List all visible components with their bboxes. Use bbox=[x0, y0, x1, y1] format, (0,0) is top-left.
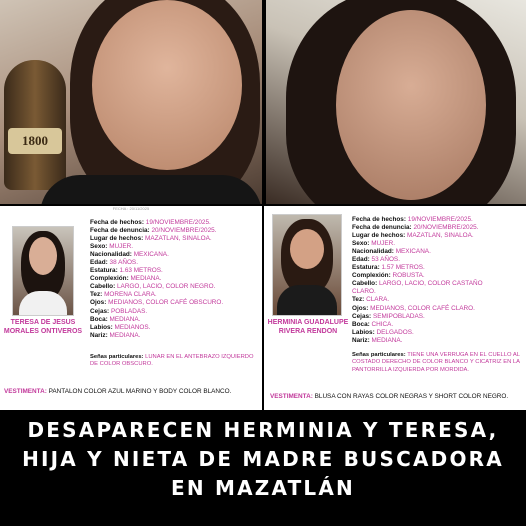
detail-value: LARGO, LACIO, COLOR NEGRO. bbox=[117, 283, 216, 291]
bottle-image bbox=[4, 60, 66, 190]
detail-value: MUJER. bbox=[109, 243, 133, 251]
person-name: HERMINIA GUADALUPE RIVERA RENDON bbox=[267, 319, 349, 335]
detail-row bbox=[352, 224, 483, 232]
detail-value: POBLADAS. bbox=[110, 307, 148, 315]
person-name: TERESA DE JESUS MORALES ONTIVEROS bbox=[3, 319, 83, 335]
detail-value: SEMIPOBLADAS. bbox=[372, 312, 425, 320]
missing-card-herminia bbox=[264, 206, 526, 410]
detail-label: Boca: bbox=[90, 315, 108, 323]
marks-label: Señas particulares: bbox=[90, 354, 144, 360]
card-top-caption: FECHA : 20/11/2025 bbox=[112, 206, 150, 211]
headline-line-1: DESAPARECEN HERMINIA Y TERESA, bbox=[27, 418, 499, 442]
detail-label: Labios: bbox=[90, 323, 113, 331]
detail-label: Boca: bbox=[352, 320, 370, 328]
detail-label: Tez: bbox=[90, 291, 103, 299]
detail-row bbox=[352, 305, 483, 313]
bottle-label: 1800 bbox=[8, 128, 62, 154]
missing-card-teresa bbox=[0, 206, 262, 410]
detail-row bbox=[90, 275, 223, 283]
detail-label: Nariz: bbox=[90, 331, 108, 339]
photo-teresa bbox=[266, 0, 526, 204]
detail-value: MEDIANOS, COLOR CAFÉ CLARO. bbox=[370, 304, 475, 312]
mini-photo-herminia bbox=[272, 214, 342, 316]
clothing-label: VESTIMENTA: bbox=[270, 393, 313, 400]
detail-value: MORENA CLARA. bbox=[104, 291, 157, 299]
detail-value: 53 AÑOS. bbox=[371, 256, 400, 264]
detail-value: MAZATLAN, SINALOA. bbox=[407, 232, 474, 240]
detail-row bbox=[352, 296, 483, 304]
detail-label: Estatura: bbox=[352, 264, 380, 272]
detail-value: MEDIANOS, COLOR CAFÉ OBSCURO. bbox=[108, 299, 224, 307]
detail-row bbox=[90, 308, 223, 316]
detail-row bbox=[352, 313, 483, 321]
headline bbox=[0, 416, 526, 526]
headline-line-2: HIJA Y NIETA DE MADRE BUSCADORA bbox=[22, 447, 504, 471]
detail-label: Cejas: bbox=[90, 307, 110, 315]
detail-label: Cabello: bbox=[352, 280, 378, 288]
detail-row bbox=[90, 283, 223, 291]
face-shape bbox=[336, 10, 486, 200]
detail-value: 1.57 METROS. bbox=[381, 264, 425, 272]
headline-line-3: EN MAZATLÁN bbox=[171, 476, 355, 500]
detail-value: MEDIANA. bbox=[130, 275, 162, 283]
photo-herminia bbox=[0, 0, 262, 204]
particular-marks bbox=[352, 352, 520, 374]
detail-label: Ojos: bbox=[90, 299, 107, 307]
detail-value: 38 AÑOS. bbox=[109, 259, 138, 267]
detail-value: CLARO. bbox=[352, 288, 376, 296]
detail-row bbox=[90, 235, 223, 243]
detail-value: 20/NOVIEMBRE/2025. bbox=[151, 227, 217, 235]
detail-row bbox=[90, 227, 223, 235]
detail-label: Lugar de hechos: bbox=[90, 235, 144, 243]
detail-row bbox=[90, 267, 223, 275]
detail-value: LARGO, LACIO, COLOR CASTAÑO bbox=[379, 280, 483, 288]
detail-value: MEDIANOS. bbox=[114, 323, 151, 331]
detail-label: Tez: bbox=[352, 296, 365, 304]
detail-value: 1.63 METROS. bbox=[119, 267, 163, 275]
detail-row bbox=[352, 256, 483, 264]
detail-label: Estatura: bbox=[90, 267, 118, 275]
detail-label: Nacionalidad: bbox=[352, 248, 394, 256]
detail-label: Nacionalidad: bbox=[90, 251, 132, 259]
detail-row bbox=[352, 280, 483, 288]
detail-label: Cabello: bbox=[90, 283, 116, 291]
detail-label: Edad: bbox=[90, 259, 108, 267]
detail-label: Complexión: bbox=[90, 275, 129, 283]
detail-row bbox=[352, 329, 483, 337]
detail-label: Cejas: bbox=[352, 312, 372, 320]
detail-label: Fecha de hechos: bbox=[90, 219, 144, 226]
detail-row bbox=[352, 240, 483, 248]
detail-value: DELGADOS. bbox=[376, 328, 414, 336]
detail-row bbox=[90, 259, 223, 267]
detail-label: Nariz: bbox=[352, 336, 370, 344]
detail-row bbox=[352, 216, 483, 224]
person-details bbox=[352, 216, 483, 345]
detail-label: Sexo: bbox=[90, 243, 108, 251]
detail-value: 19/NOVIEMBRE/2025. bbox=[145, 219, 211, 226]
detail-label: Lugar de hechos: bbox=[352, 232, 406, 240]
detail-row bbox=[90, 324, 223, 332]
detail-value: 20/NOVIEMBRE/2025. bbox=[413, 224, 479, 232]
person-details bbox=[90, 219, 223, 340]
detail-value: MEDIANA. bbox=[109, 331, 141, 339]
clothing-value: PANTALON COLOR AZUL MARINO Y BODY COLOR BLANCO. bbox=[48, 388, 232, 395]
detail-value: MEXICANA. bbox=[133, 251, 169, 259]
detail-row bbox=[90, 316, 223, 324]
detail-label: Sexo: bbox=[352, 240, 370, 248]
detail-label: Ojos: bbox=[352, 304, 369, 312]
marks-value: LUNAR EN EL ANTEBRAZO IZQUIERDO DE COLOR OBSCURO. bbox=[90, 354, 254, 368]
detail-value: CHICA. bbox=[371, 320, 394, 328]
detail-label: Fecha de denuncia: bbox=[352, 224, 412, 232]
clothing-shape bbox=[40, 175, 262, 204]
detail-value: MEXICANA. bbox=[395, 248, 431, 256]
detail-label: Fecha de denuncia: bbox=[90, 227, 150, 235]
marks-value: TIENE UNA VERRUGA EN EL CUELLO AL COSTADO DERECHO DE COLOR BLANCO Y CICATRIZ EN LA PANTORRILLA IZQUIERDA POR MORDIDA. bbox=[352, 352, 520, 373]
detail-label: Labios: bbox=[352, 328, 375, 336]
detail-value: MAZATLAN, SINALOA. bbox=[145, 235, 212, 243]
marks-label: Señas particulares: bbox=[352, 352, 406, 358]
detail-row bbox=[90, 332, 223, 340]
detail-value: CLARA. bbox=[366, 296, 390, 304]
detail-value: ROBUSTA. bbox=[392, 272, 425, 280]
face-shape bbox=[92, 0, 242, 170]
detail-label: Complexión: bbox=[352, 272, 391, 280]
detail-row bbox=[90, 299, 223, 307]
detail-value: MUJER. bbox=[371, 240, 395, 248]
detail-label: Edad: bbox=[352, 256, 370, 264]
detail-label: Fecha de hechos: bbox=[352, 216, 406, 223]
clothing bbox=[4, 388, 231, 395]
detail-row bbox=[90, 219, 223, 227]
detail-value: MEDIANA. bbox=[109, 315, 141, 323]
particular-marks bbox=[90, 354, 256, 369]
detail-row bbox=[90, 243, 223, 251]
detail-value: MEDIANA. bbox=[371, 336, 403, 344]
detail-value: 19/NOVIEMBRE/2025. bbox=[407, 216, 473, 223]
mini-photo-teresa bbox=[12, 226, 74, 316]
detail-row bbox=[352, 264, 483, 272]
clothing-label: VESTIMENTA: bbox=[4, 388, 47, 395]
detail-row bbox=[352, 232, 483, 240]
clothing-value: BLUSA CON RAYAS COLOR NEGRAS Y SHORT COLOR NEGRO. bbox=[314, 393, 509, 400]
detail-row bbox=[352, 321, 483, 329]
clothing bbox=[270, 393, 508, 400]
detail-row bbox=[352, 288, 483, 296]
detail-row bbox=[352, 337, 483, 345]
